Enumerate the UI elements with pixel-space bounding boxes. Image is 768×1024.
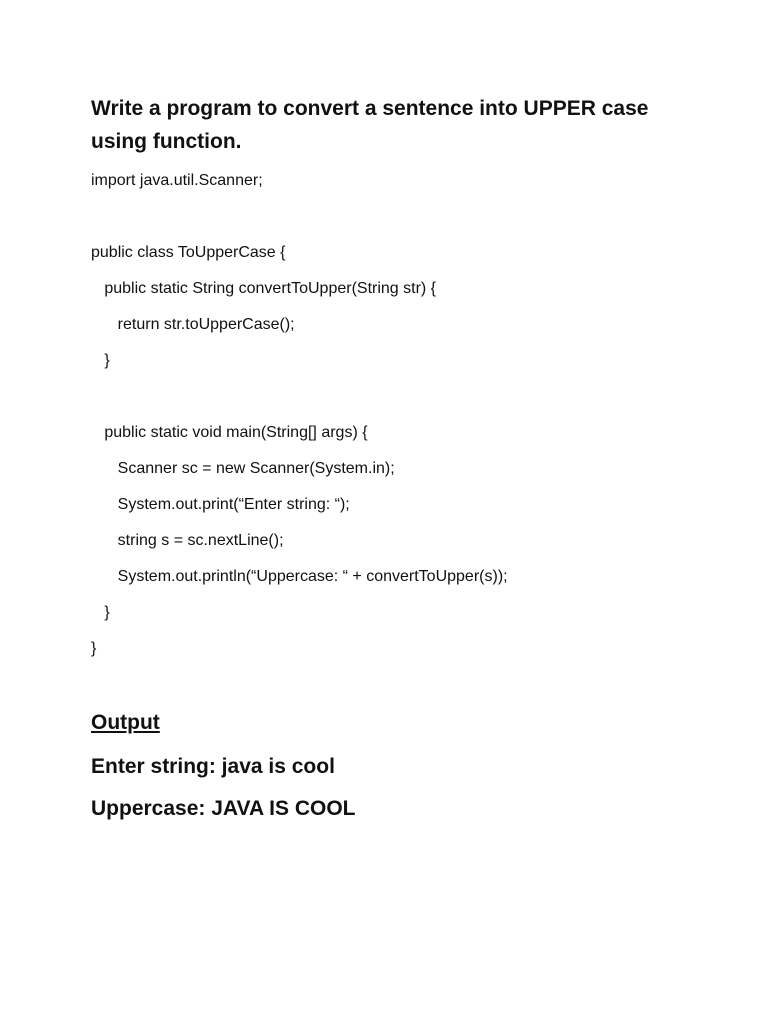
code-line: string s = sc.nextLine(); [91, 532, 284, 549]
code-line: } [91, 352, 110, 369]
code-line: return str.toUpperCase(); [91, 316, 295, 333]
output-line-prompt: Enter string: java is cool [91, 755, 335, 778]
code-line: Scanner sc = new Scanner(System.in); [91, 460, 395, 477]
code-line: System.out.print(“Enter string: “); [91, 496, 350, 513]
code-line: public static String convertToUpper(String str) { [91, 280, 437, 297]
code-block [91, 170, 731, 674]
output-line-result: Uppercase: JAVA IS COOL [91, 797, 356, 820]
code-line [91, 206, 731, 242]
code-line: public static void main(String[] args) { [91, 424, 368, 441]
code-line: import java.util.Scanner; [91, 172, 263, 189]
document-title: Write a program to convert a sentence into UPPER case using function. [91, 97, 649, 153]
output-heading: Output [91, 711, 160, 734]
code-line [91, 386, 731, 422]
code-line: } [91, 640, 97, 657]
code-line: } [91, 604, 110, 621]
code-line: System.out.println(“Uppercase: “ + convertToUpper(s)); [91, 568, 508, 585]
code-line: public class ToUpperCase { [91, 244, 286, 261]
